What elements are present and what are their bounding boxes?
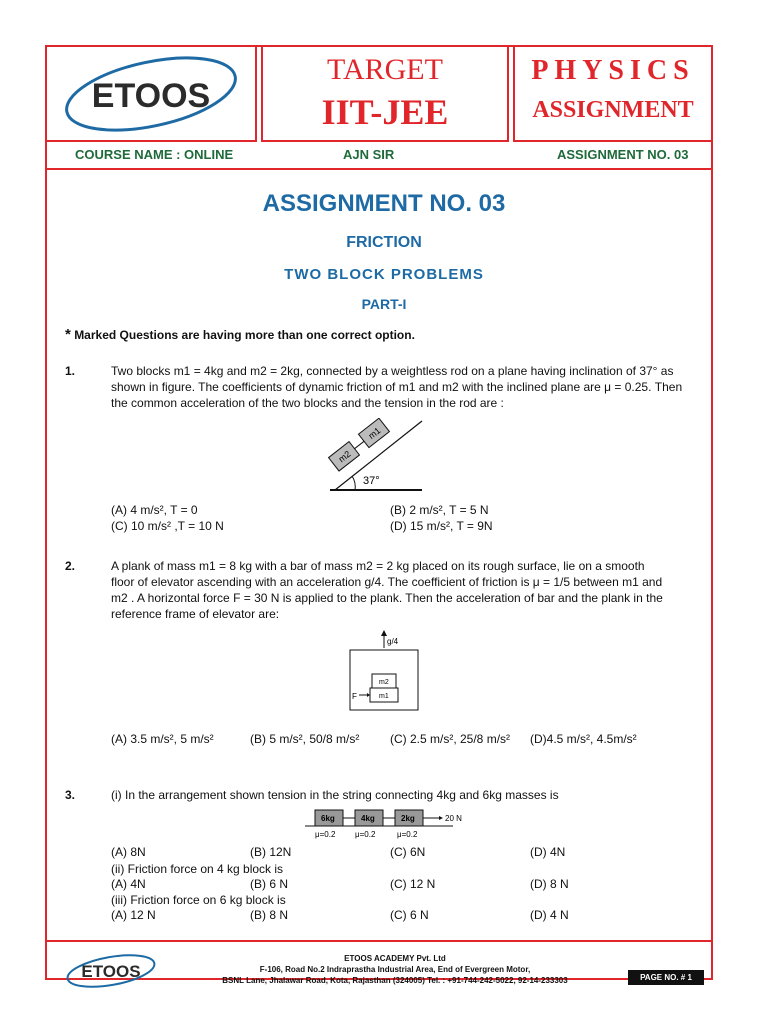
note-star: *	[65, 326, 71, 343]
q1-fig-m2: m2	[336, 448, 353, 465]
note	[65, 326, 415, 343]
logo-text: ETOOS	[91, 77, 211, 115]
part-title: PART-I	[361, 296, 407, 312]
q3-ii-option-d: (D) 8 N	[530, 877, 569, 891]
q3-part-ii: (ii) Friction force on 4 kg block is	[111, 862, 284, 876]
subtopic-title: TWO BLOCK PROBLEMS	[284, 266, 484, 283]
course-name: COURSE NAME : ONLINE	[75, 147, 234, 162]
q3-fig-mu-3: μ=0.2	[397, 830, 418, 839]
footer-address-1: F-106, Road No.2 Indraprastha Industrial Area, End of Evergreen Motor,	[259, 965, 531, 974]
exam-title: IIT-JEE	[321, 92, 449, 132]
q3-fig-block-4kg: 4kg	[361, 814, 375, 823]
teacher-name: AJN SIR	[343, 147, 395, 162]
q3-fig-mu-2: μ=0.2	[355, 830, 376, 839]
q3-fig-mu-1: μ=0.2	[315, 830, 336, 839]
q3-ii-option-a: (A) 4N	[111, 877, 146, 891]
q2-fig-m2: m2	[379, 679, 389, 686]
q3-i-option-a: (A) 8N	[111, 845, 146, 859]
subject-sub: ASSIGNMENT	[532, 97, 694, 123]
q2-option-b: (B) 5 m/s², 50/8 m/s²	[250, 732, 360, 746]
q3-number: 3.	[65, 788, 76, 802]
subject-title: PHYSICS	[531, 55, 695, 86]
q2-number: 2.	[65, 559, 76, 573]
topic-title: FRICTION	[346, 234, 422, 251]
note-text: Marked Questions are having more than one correct option.	[74, 328, 415, 342]
q1-fig-m1: m1	[366, 425, 383, 441]
q3-iii-option-b: (B) 8 N	[250, 908, 289, 922]
q2-fig-accel: g/4	[387, 637, 399, 646]
q3-ii-option-b: (B) 6 N	[250, 877, 289, 891]
q2-line4: reference frame of elevator are:	[111, 607, 280, 621]
q1-option-b: (B) 2 m/s², T = 5 N	[390, 503, 489, 517]
subject-box	[513, 45, 713, 142]
assignment-title: ASSIGNMENT NO. 03	[262, 190, 506, 217]
q2-fig-m1: m1	[379, 693, 389, 700]
header	[45, 45, 713, 142]
q3-part-i: (i) In the arrangement shown tension in the string connecting 4kg and 6kg masses is	[111, 788, 559, 802]
q3-i-option-b: (B) 12N	[250, 845, 292, 859]
etoos-logo	[47, 47, 255, 140]
q2-option-a: (A) 3.5 m/s², 5 m/s²	[111, 732, 214, 746]
q1-option-d: (D) 15 m/s², T = 9N	[390, 519, 493, 533]
q3-iii-option-a: (A) 12 N	[111, 908, 156, 922]
q3-iii-option-c: (C) 6 N	[390, 908, 429, 922]
q1-option-c: (C) 10 m/s² ,T = 10 N	[111, 519, 224, 533]
q1-line1: Two blocks m1 = 4kg and m2 = 2kg, connected by a weightless rod on a plane having inclination of 37° as	[111, 364, 674, 378]
target-label: TARGET	[327, 53, 443, 86]
q3-i-option-c: (C) 6N	[390, 845, 426, 859]
q3-i-option-d: (D) 4N	[530, 845, 566, 859]
footer-address-2: BSNL Lane, Jhalawar Road, Kota, Rajasthan (324005) Tel. : +91-744-242-5022, 92-14-233303	[222, 976, 568, 985]
q2-line3: m2 . A horizontal force F = 30 N is applied to the plank. Then the acceleration of bar and the plank in the	[111, 591, 663, 605]
footer-company: ETOOS ACADEMY Pvt. Ltd	[344, 954, 446, 963]
q1-fig-angle: 37°	[363, 475, 380, 487]
q1-number: 1.	[65, 364, 76, 378]
q1-line2: shown in figure. The coefficients of dynamic friction of m1 and m2 with the inclined plane are μ = 0.25. Then	[111, 380, 683, 394]
q3-iii-option-d: (D) 4 N	[530, 908, 569, 922]
q1-incline-figure	[325, 418, 425, 494]
q2-fig-force: F	[352, 692, 357, 701]
page-number: PAGE NO. # 1	[628, 970, 704, 985]
title-box	[261, 45, 509, 142]
footer-logo	[62, 952, 160, 988]
logo-box	[45, 45, 257, 142]
q3-blocks-figure	[303, 806, 473, 842]
footer-logo-text: ETOOS	[81, 962, 141, 981]
q3-fig-block-2kg: 2kg	[401, 814, 415, 823]
q3-fig-force: 20 N	[445, 814, 462, 823]
q2-elevator-figure	[340, 630, 430, 712]
q3-fig-block-6kg: 6kg	[321, 814, 335, 823]
q2-option-c: (C) 2.5 m/s², 25/8 m/s²	[390, 732, 511, 746]
course-bar	[45, 142, 713, 170]
q1-line3: the common acceleration of the two blocks and the tension in the rod are :	[111, 396, 504, 410]
assignment-number: ASSIGNMENT NO. 03	[557, 147, 689, 162]
q2-line1: A plank of mass m1 = 8 kg with a bar of mass m2 = 2 kg placed on its rough surface, lie on a smooth	[111, 559, 645, 573]
q2-option-d: (D)4.5 m/s², 4.5m/s²	[530, 732, 637, 746]
footer-address	[160, 953, 630, 986]
q1-option-a: (A) 4 m/s², T = 0	[111, 503, 198, 517]
q3-ii-option-c: (C) 12 N	[390, 877, 436, 891]
q2-line2: floor of elevator ascending with an acceleration g/4. The coefficient of friction is μ = 1/5 between m1 and	[111, 575, 663, 589]
q3-part-iii: (iii) Friction force on 6 kg block is	[111, 893, 286, 907]
footer-divider	[45, 940, 713, 942]
